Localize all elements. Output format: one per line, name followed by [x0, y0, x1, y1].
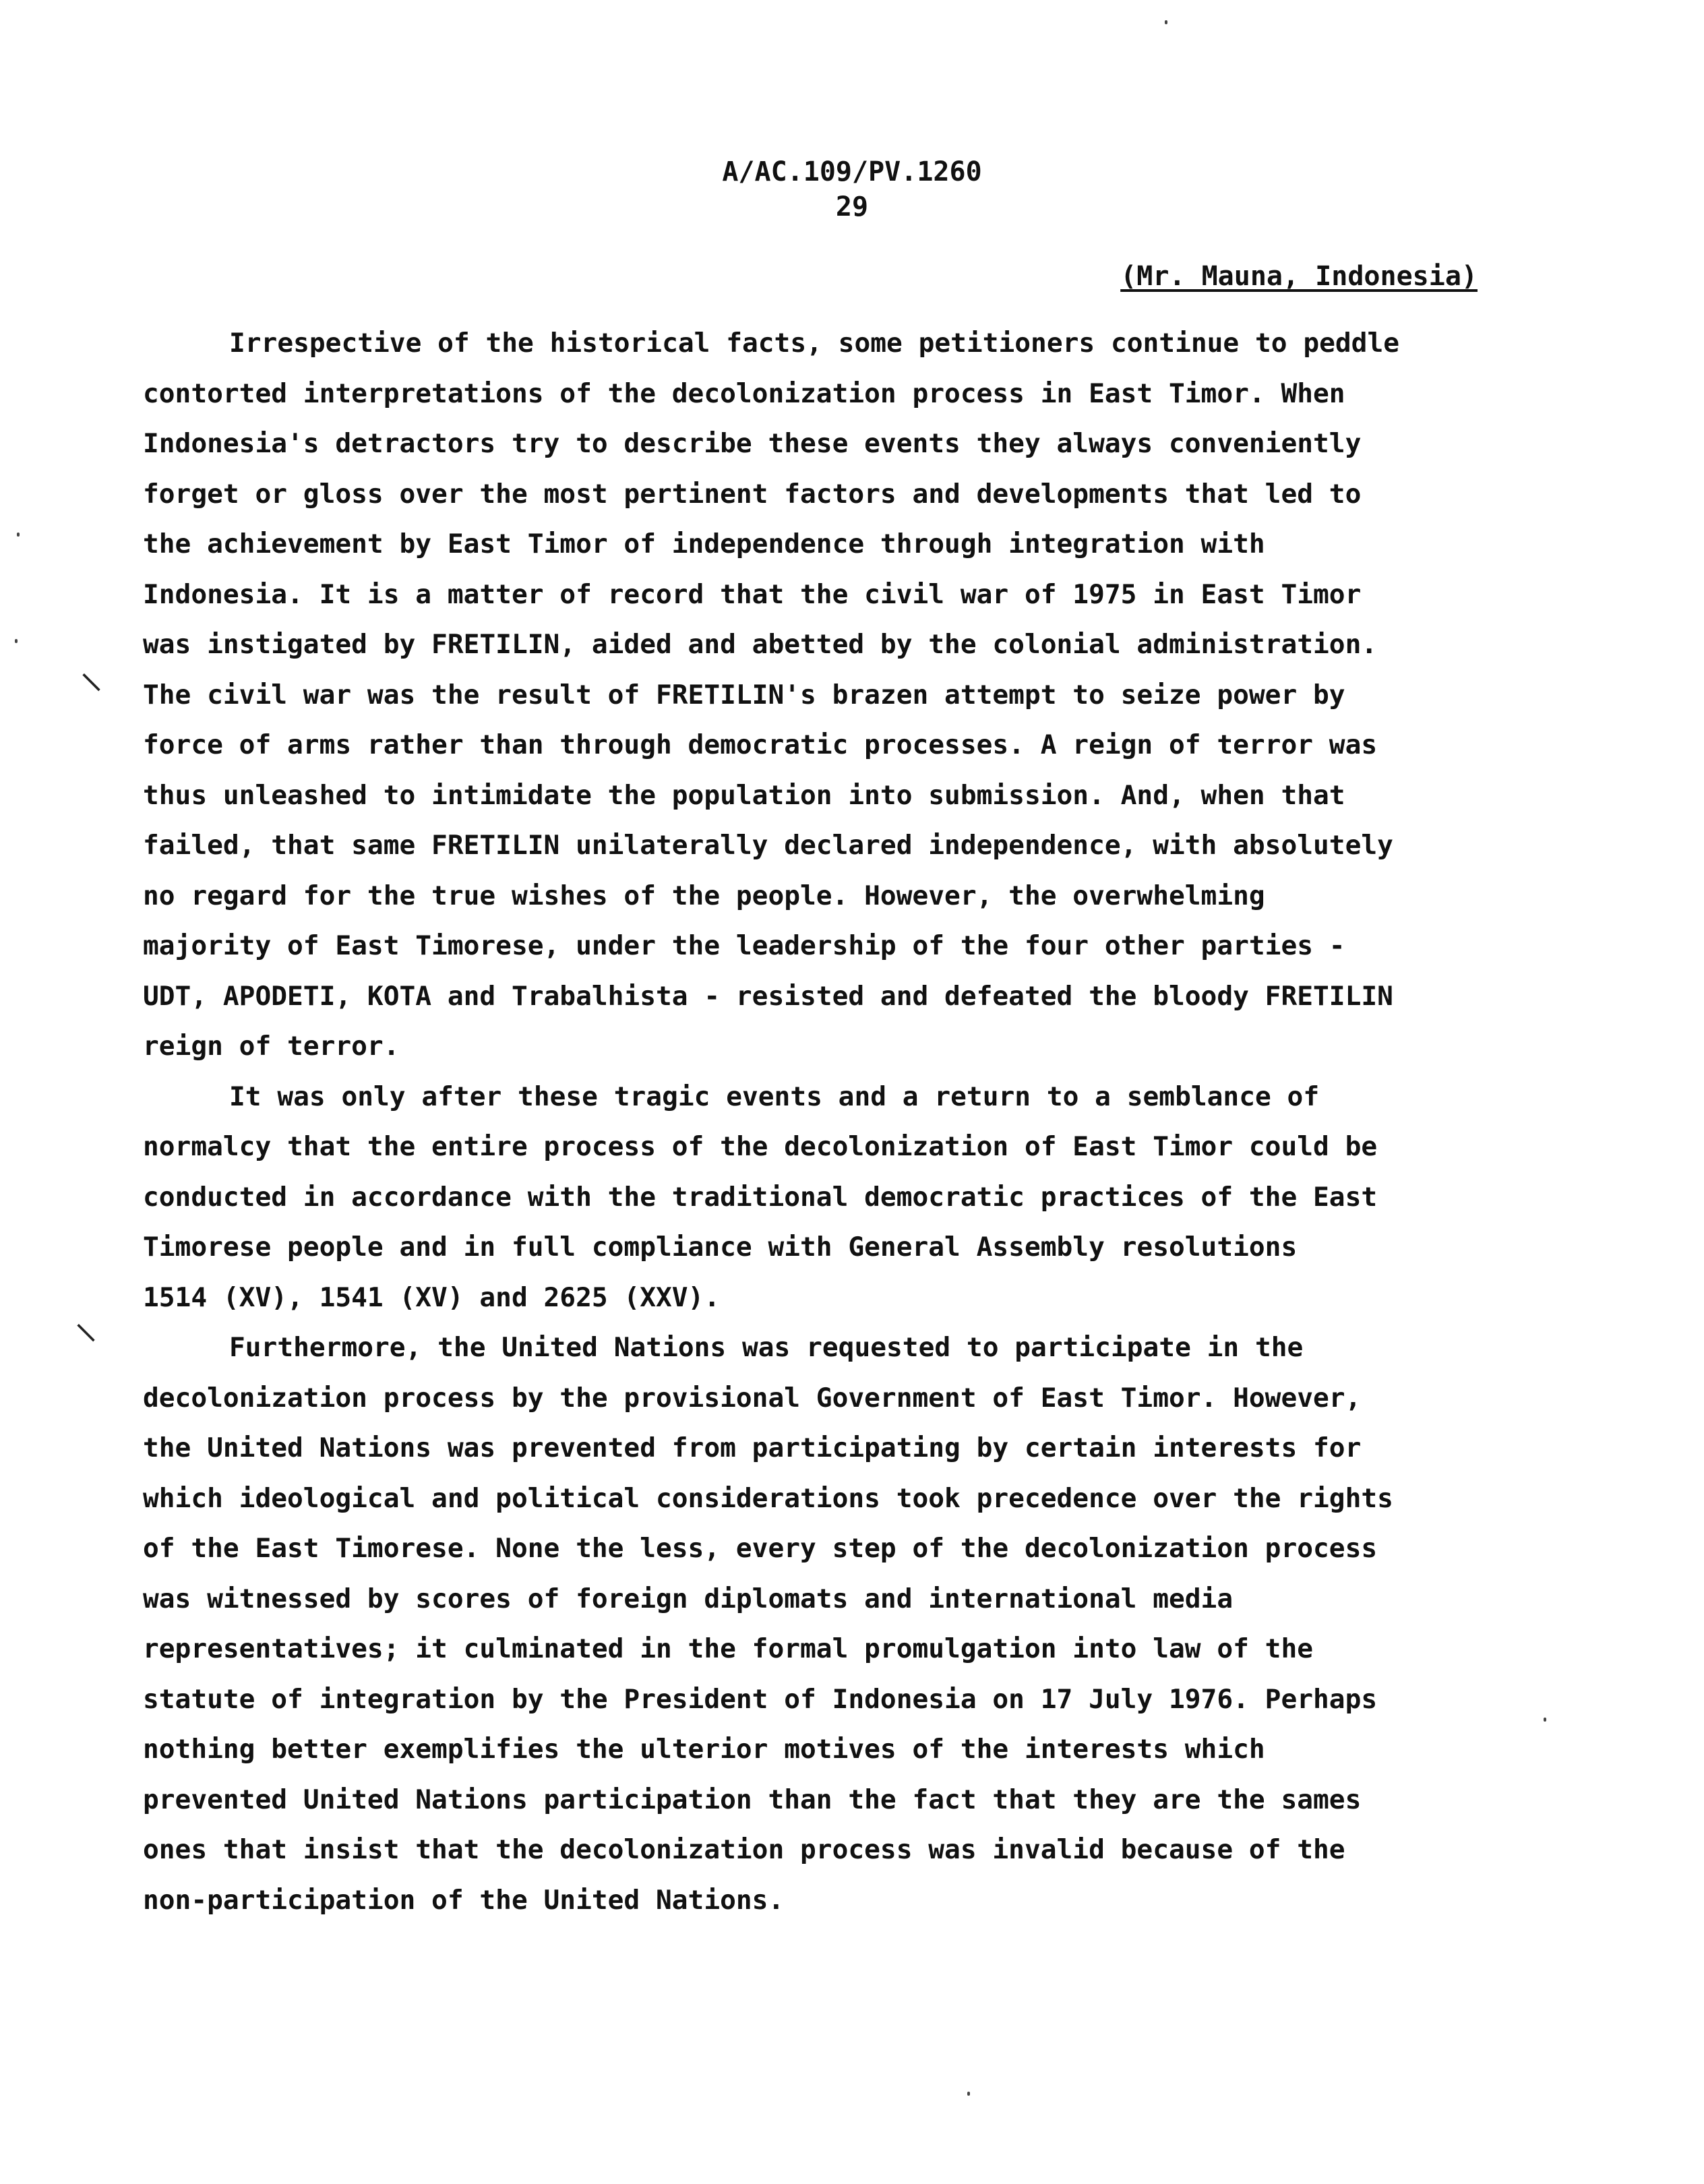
text-line: representatives; it culminated in the formal promulgation into law of the: [143, 1633, 1314, 1664]
text-line: Indonesia. It is a matter of record that the civil war of 1975 in East Timor: [143, 578, 1362, 610]
paragraph-1: [143, 318, 1484, 1072]
text-line: was instigated by FRETILIN, aided and abetted by the colonial administration.: [143, 629, 1378, 660]
text-line: normalcy that the entire process of the decolonization of East Timor could be: [143, 1131, 1378, 1162]
scan-speck: [15, 639, 18, 643]
scan-speck: [967, 2092, 970, 2096]
body-text: [143, 318, 1484, 1925]
text-line: prevented United Nations participation than the fact that they are the sames: [143, 1784, 1362, 1815]
text-line: reign of terror.: [143, 1031, 400, 1062]
text-line: decolonization process by the provisional Government of East Timor. However,: [143, 1382, 1362, 1414]
text-line: UDT, APODETI, KOTA and Trabalhista - resisted and defeated the bloody FRETILIN: [143, 980, 1393, 1012]
text-line: forget or gloss over the most pertinent factors and developments that led to: [143, 478, 1362, 510]
text-line: It was only after these tragic events and a return to a semblance of: [229, 1081, 1320, 1112]
text-line: failed, that same FRETILIN unilaterally declared independence, with absolutely: [143, 830, 1393, 861]
margin-mark-icon: ⸌: [80, 663, 103, 719]
speaker-name: (Mr. Mauna, Indonesia): [1120, 261, 1478, 292]
paragraph-2: [143, 1072, 1484, 1323]
text-line: ones that insist that the decolonization process was invalid because of the: [143, 1834, 1345, 1865]
text-line: Irrespective of the historical facts, some petitioners continue to peddle: [229, 328, 1400, 359]
document-symbol: A/AC.109/PV.1260: [722, 156, 982, 187]
text-line: the achievement by East Timor of independence through integration with: [143, 528, 1265, 559]
scan-speck: [1165, 20, 1167, 24]
text-line: thus unleashed to intimidate the population into submission. And, when that: [143, 779, 1345, 811]
text-line: contorted interpretations of the decolonization process in East Timor. When: [143, 377, 1345, 409]
scan-speck: [1544, 1718, 1546, 1722]
text-line: The civil war was the result of FRETILIN's brazen attempt to seize power by: [143, 679, 1345, 710]
scan-speck: [17, 533, 20, 537]
text-line: Indonesia's detractors try to describe these events they always conveniently: [143, 428, 1362, 459]
text-line: of the East Timorese. None the less, every step of the decolonization process: [143, 1533, 1378, 1564]
text-line: majority of East Timorese, under the leadership of the four other parties -: [143, 930, 1345, 961]
text-line: statute of integration by the President of Indonesia on 17 July 1976. Perhaps: [143, 1683, 1378, 1715]
text-line: the United Nations was prevented from participating by certain interests for: [143, 1432, 1362, 1463]
paragraph-3: [143, 1323, 1484, 1925]
text-line: nothing better exemplifies the ulterior motives of the interests which: [143, 1734, 1265, 1765]
text-line: non-participation of the United Nations.: [143, 1884, 785, 1916]
margin-mark-icon: ⸌: [74, 1314, 98, 1369]
text-line: Furthermore, the United Nations was requested to participate in the: [229, 1332, 1304, 1363]
text-line: 1514 (XV), 1541 (XV) and 2625 (XXV).: [143, 1281, 721, 1313]
text-line: conducted in accordance with the traditional democratic practices of the East: [143, 1181, 1378, 1213]
text-line: was witnessed by scores of foreign diplomats and international media: [143, 1583, 1234, 1614]
page-number: 29: [835, 191, 869, 222]
text-line: Timorese people and in full compliance with General Assembly resolutions: [143, 1232, 1298, 1263]
speaker-attribution: [1120, 258, 1478, 295]
text-line: force of arms rather than through democratic processes. A reign of terror was: [143, 729, 1378, 760]
text-line: which ideological and political considerations took precedence over the rights: [143, 1482, 1393, 1514]
text-line: no regard for the true wishes of the people. However, the overwhelming: [143, 880, 1265, 911]
